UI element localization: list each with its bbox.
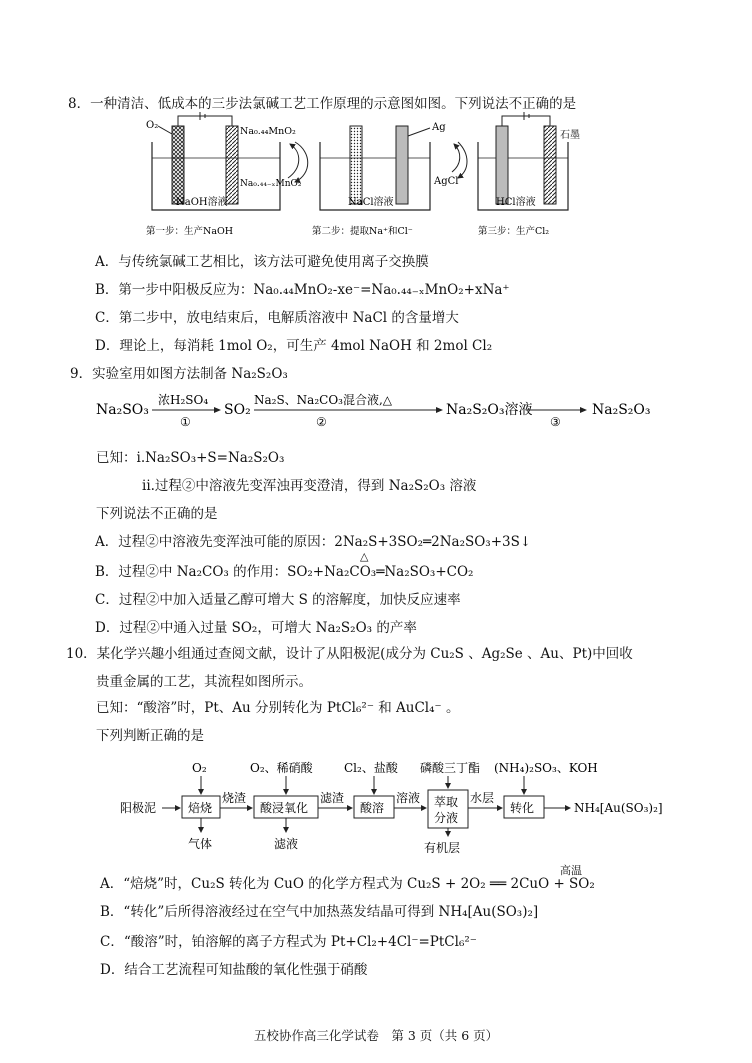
q10-option-d[interactable]: D．结合工艺流程可知盐酸的氧化性强于硝酸 [100, 962, 368, 978]
step1-caption: 第一步：生产NaOH [146, 226, 234, 237]
q9-option-d[interactable]: D．过程②中通入过量 SO₂，可增大 Na₂S₂O₃ 的产率 [95, 620, 417, 636]
svg-text:NaCl溶液: NaCl溶液 [348, 197, 394, 208]
q8-option-c[interactable]: C．第二步中，放电结束后，电解质溶液中 NaCl 的含量增大 [95, 310, 459, 326]
q9-ask: 下列说法不正确的是 [96, 506, 218, 522]
svg-text:溶液: 溶液 [396, 791, 421, 805]
svg-text:酸浸氧化: 酸浸氧化 [260, 801, 309, 815]
svg-text:①: ① [180, 415, 191, 429]
svg-text:水层: 水层 [470, 791, 495, 805]
o2-label: O₂ [146, 120, 159, 131]
q8-option-b[interactable]: B．第一步中阳极反应为：Na₀.₄₄MnO₂-xe⁻=Na₀.₄₄₋ₓMnO₂+xNa⁺ [95, 282, 510, 298]
q10-option-a[interactable]: A．“焙烧”时，Cu₂S 转化为 CuO 的化学方程式为 Cu₂S + 2O₂ ══ 2CuO + SO₂ [100, 876, 595, 892]
svg-text:Na₂S、Na₂CO₃混合液,△: Na₂S、Na₂CO₃混合液,△ [254, 393, 393, 407]
q8-electrolysis-figure [140, 112, 590, 240]
beaker-3 [478, 112, 580, 237]
page-footer: 五校协作高三化学试卷 第 3 页（共 6 页） [253, 1028, 499, 1043]
svg-text:NaOH溶液: NaOH溶液 [176, 197, 228, 208]
svg-text:Na₂SO₃: Na₂SO₃ [96, 402, 149, 418]
svg-text:Na₀.₄₄MnO₂: Na₀.₄₄MnO₂ [240, 126, 296, 137]
q8-stem: 8．一种清洁、低成本的三步法氯碱工艺工作原理的示意图如图。下列说法不正确的是 [68, 96, 577, 112]
svg-text:O₂、稀硝酸: O₂、稀硝酸 [250, 761, 313, 775]
svg-text:Ag: Ag [432, 122, 446, 133]
q9-option-b[interactable]: B．过程②中 Na₂CO₃ 的作用：SO₂+Na₂CO₃═Na₂SO₃+CO₂ [95, 564, 474, 580]
q10-stem-line2: 贵重金属的工艺，其流程如图所示。 [96, 674, 312, 690]
svg-text:浓H₂SO₄: 浓H₂SO₄ [158, 393, 209, 407]
svg-text:分液: 分液 [434, 811, 459, 825]
svg-text:SO₂: SO₂ [224, 402, 251, 418]
svg-text:滤液: 滤液 [274, 837, 299, 851]
q10-ask: 下列判断正确的是 [96, 728, 204, 744]
q10-known: 已知：“酸溶”时，Pt、Au 分别转化为 PtCl₆²⁻ 和 AuCl₄⁻ 。 [96, 700, 460, 716]
svg-text:烧渣: 烧渣 [222, 791, 247, 805]
svg-text:转化: 转化 [510, 801, 535, 815]
step3-caption: 第三步：生产Cl₂ [478, 226, 550, 237]
q9-known-1: 已知：i.Na₂SO₃+S=Na₂S₂O₃ [96, 450, 285, 466]
q10-option-b[interactable]: B．“转化”后所得溶液经过在空气中加热蒸发结晶可得到 NH₄[Au(SO₃)₂] [100, 904, 539, 920]
svg-text:滤渣: 滤渣 [320, 791, 345, 805]
q8-option-a[interactable]: A．与传统氯碱工艺相比，该方法可避免使用离子交换膜 [95, 254, 429, 270]
q9-option-c[interactable]: C．过程②中加入适量乙醇可增大 S 的溶解度，加快反应速率 [95, 592, 461, 608]
q9-stem: 9．实验室用如图方法制备 Na₂S₂O₃ [70, 366, 288, 382]
q9-known-2: ii.过程②中溶液先变浑浊再变澄清，得到 Na₂S₂O₃ 溶液 [142, 478, 477, 494]
svg-text:有机层: 有机层 [424, 841, 461, 854]
svg-text:阳极泥: 阳极泥 [120, 801, 157, 815]
heating-mark: △ [360, 550, 369, 563]
svg-text:AgCl: AgCl [434, 176, 459, 187]
svg-text:Cl₂、盐酸: Cl₂、盐酸 [344, 761, 398, 775]
svg-text:石墨: 石墨 [560, 130, 580, 141]
svg-text:Na₀.₄₄₋ₓMnO₂: Na₀.₄₄₋ₓMnO₂ [240, 179, 302, 189]
q10-stem-line1: 10．某化学兴趣小组通过查阅文献，设计了从阳极泥(成分为 Cu₂S 、Ag₂Se 、Au、Pt)中回收 [66, 646, 633, 662]
q8-option-d[interactable]: D．理论上，每消耗 1mol O₂，可生产 4mol NaOH 和 2mol Cl₂ [95, 338, 493, 354]
beaker-1 [146, 112, 308, 237]
svg-text:(NH₄)₂SO₃、KOH: (NH₄)₂SO₃、KOH [494, 761, 598, 775]
svg-text:萃取: 萃取 [434, 795, 459, 809]
high-temp-mark: 高温 [560, 864, 582, 877]
q9-option-a[interactable]: A．过程②中溶液先变浑浊可能的原因：2Na₂S+3SO₂═2Na₂SO₃+3S↓ [95, 534, 532, 550]
svg-text:Na₂S₂O₃溶液: Na₂S₂O₃溶液 [446, 402, 533, 418]
svg-text:酸溶: 酸溶 [360, 801, 385, 815]
beaker-2 [312, 122, 467, 237]
q9-reaction-scheme [96, 384, 716, 436]
svg-text:NH₄[Au(SO₃)₂]: NH₄[Au(SO₃)₂] [574, 801, 663, 815]
svg-text:O₂: O₂ [192, 761, 207, 775]
svg-text:焙烧: 焙烧 [188, 801, 213, 815]
svg-text:磷酸三丁酯: 磷酸三丁酯 [420, 761, 481, 775]
svg-text:Na₂S₂O₃: Na₂S₂O₃ [592, 402, 651, 418]
svg-text:HCl溶液: HCl溶液 [496, 197, 536, 208]
svg-text:②: ② [316, 415, 327, 429]
q10-option-c[interactable]: C．“酸溶”时，铂溶解的离子方程式为 Pt+Cl₂+4Cl⁻=PtCl₆²⁻ [100, 934, 477, 950]
svg-text:③: ③ [550, 415, 561, 429]
step2-caption: 第二步：提取Na⁺和Cl⁻ [312, 226, 413, 237]
q10-process-flow [118, 756, 678, 854]
svg-text:气体: 气体 [188, 837, 213, 851]
